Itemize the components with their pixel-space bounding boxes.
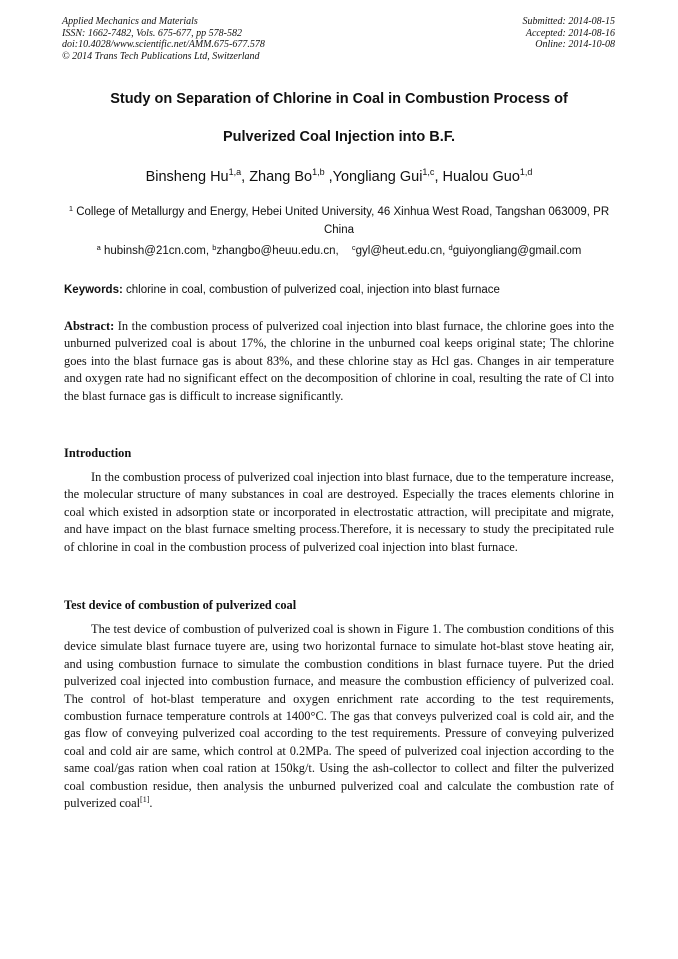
abstract-text: In the combustion process of pulverized coal injection into blast furnace, the chlorine goes into the unburned pulverized coal is about 17%, the chlorine in the unburned coal keeps original state; The chlorine goes into the blast furnace gas is about 83%, and these chlorine stay as Hcl gas. Changes in air temperature and oxygen rate had no significant effect on the decomposition of chlorine in coal, resulting the rate of Cl into the blast furnace gas is difficult to increase significantly. — [64, 319, 614, 403]
author-separator: , — [241, 169, 250, 185]
author-separator: , — [324, 169, 333, 185]
doi-line: doi:10.4028/www.scientific.net/AMM.675-677.578 — [62, 39, 265, 50]
test-device-text: The test device of combustion of pulverized coal is shown in Figure 1. The combustion conditions of this device simulate blast furnace tuyere are, using two horizontal furnace to simulate hot-blast stove heating air, and using combustion furnace to simulate the combustion conditions in blast furnace tuyere. Put the dried pulverized coal injected into combustion furnace, and measure the combustion efficiency of pulverized coal. The control of hot-blast temperature and oxygen enrichment rate according to the test requirements, combustion furnace temperature controls at 1400°C. The gas that conveys pulverized coal is cold air, and the gas flow of conveying pulverized coal according to the test requirements. Pressure of conveying pulverized coal and cold air are same, which control at 0.2MPa. The speed of pulverized coal injection according to the same coal/gas ration when coal ration at 150kg/t. Using the ash-collector to collect and filter the pulverized coal combustion residue, then analysis the unburned pulverized coal and calculate the combustion rate of pulverized coal — [64, 622, 614, 811]
email-mark: d — [448, 243, 453, 252]
test-device-paragraph — [64, 621, 614, 812]
accepted-date: Accepted: 2014-08-16 — [525, 27, 615, 39]
online-date: Online: 2014-10-08 — [535, 39, 615, 50]
email-address: guiyongliang@gmail.com — [452, 245, 582, 257]
copyright-line: © 2014 Trans Tech Publications Ltd, Switzerland — [62, 50, 260, 62]
paper-title-line-1: Study on Separation of Chlorine in Coal in Combustion Process of — [110, 91, 568, 107]
email-address: zhangbo@heuu.edu.cn, — [216, 245, 339, 257]
submitted-date: Submitted: 2014-08-15 — [522, 16, 615, 27]
abstract-label: Abstract: — [64, 319, 115, 333]
author-affiliation-mark: 1,a — [228, 167, 242, 177]
keywords-label: Keywords: — [64, 284, 123, 296]
keywords-line — [64, 284, 614, 296]
introduction-section — [64, 469, 614, 556]
author-name: Yongliang Gui — [332, 169, 423, 185]
email-mark: c — [351, 243, 356, 252]
issn-line: ISSN: 1662-7482, Vols. 675-677, pp 578-582 — [62, 27, 242, 39]
affiliation-mark: 1 — [68, 204, 74, 213]
email-mark: b — [212, 243, 217, 252]
author-list — [40, 169, 638, 185]
affiliation-text: College of Metallurgy and Energy, Hebei United University, 46 Xinhua West Road, Tangshan 063009, PR China — [76, 206, 610, 236]
author-name: Binsheng Hu — [145, 169, 229, 185]
journal-name: Applied Mechanics and Materials — [62, 16, 198, 27]
email-address: gyl@heut.edu.cn, — [355, 245, 446, 257]
author-name: Zhang Bo — [249, 169, 313, 185]
email-mark: a — [96, 243, 101, 252]
journal-header-right — [523, 16, 616, 51]
sentence-end: . — [149, 796, 153, 811]
journal-header-left — [62, 16, 265, 62]
author-affiliation-mark: 1,b — [312, 167, 325, 177]
author-affiliation-mark: 1,c — [422, 167, 435, 177]
test-device-heading: Test device of combustion of pulverized coal — [64, 598, 297, 612]
affiliation — [64, 203, 614, 239]
introduction-paragraph: In the combustion process of pulverized coal injection into blast furnace, due to the temperature increase, the molecular structure of many substances in coal are destroyed. Especially the traces elements chlorine in coal which existed in adsorption state or incorporated in electrostatic attraction, will precipitate and migrate, and have impact on the blast furnace smelting process.Therefore, it is necessary to study the precipitated rule of chlorine in coal in the combustion process of pulverized coal injection into blast furnace. — [64, 470, 614, 554]
email-list — [40, 245, 638, 257]
email-address: hubinsh@21cn.com, — [104, 245, 210, 257]
author-separator: , — [434, 169, 443, 185]
test-device-section — [64, 621, 614, 812]
author-affiliation-mark: 1,d — [519, 167, 533, 177]
abstract-section — [64, 318, 614, 405]
citation-reference[interactable]: [1] — [140, 795, 150, 805]
paper-title-line-2: Pulverized Coal Injection into B.F. — [222, 129, 456, 145]
author-name: Hualou Guo — [442, 169, 520, 185]
keywords-text: chlorine in coal, combustion of pulverized coal, injection into blast furnace — [126, 284, 500, 296]
introduction-heading: Introduction — [64, 446, 132, 460]
